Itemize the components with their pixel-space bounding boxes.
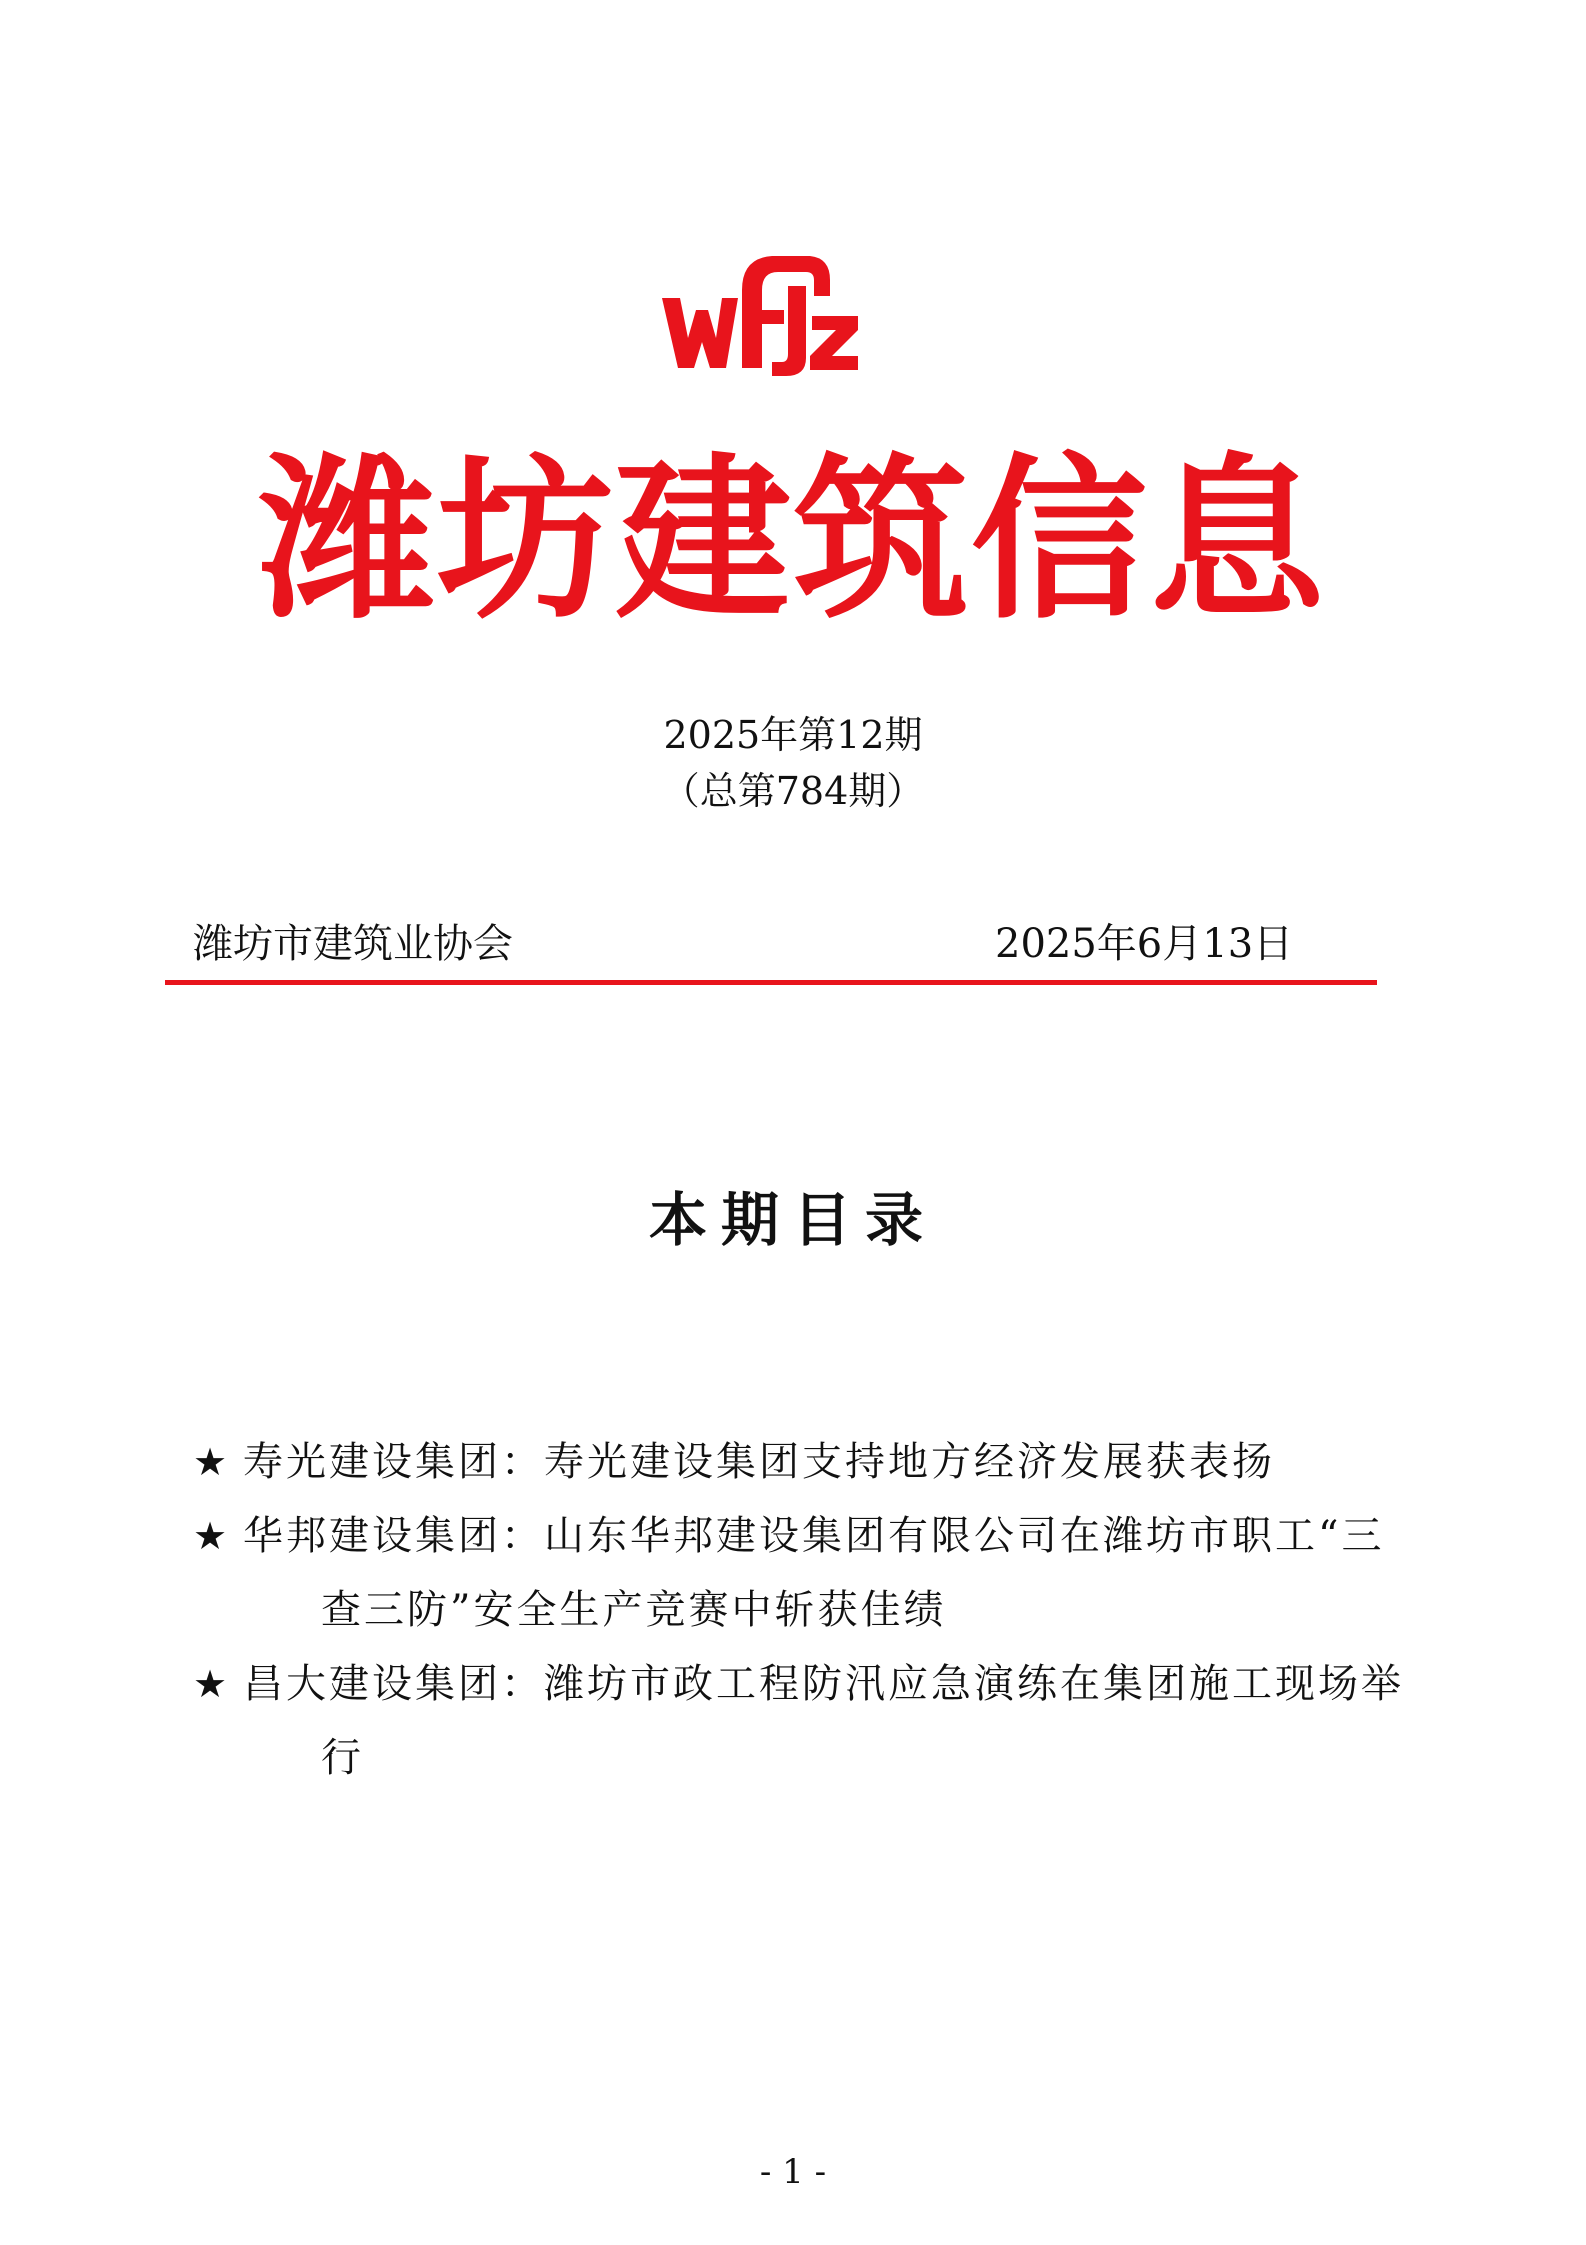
page-number: - 1 - xyxy=(759,2152,827,2192)
toc-item xyxy=(193,1425,1413,1499)
publisher-name: 潍坊市建筑业协会 xyxy=(193,921,513,967)
toc-title: 本期目录 xyxy=(648,1186,937,1254)
toc-list xyxy=(193,1425,1413,1795)
toc-item-text: 华邦建设集团：山东华邦建设集团有限公司在潍坊市职工“三 xyxy=(243,1513,1385,1559)
toc-item xyxy=(193,1647,1413,1795)
toc-item-line xyxy=(193,1647,1413,1721)
star-icon: ★ xyxy=(193,1662,231,1706)
toc-item-continuation: 查三防”安全生产竞赛中斩获佳绩 xyxy=(321,1587,947,1633)
publication-date: 2025年6月13日 xyxy=(995,921,1294,967)
star-icon: ★ xyxy=(193,1514,231,1558)
star-icon: ★ xyxy=(193,1440,231,1484)
masthead-title: 潍坊建筑信息 xyxy=(258,436,1327,643)
header-divider xyxy=(165,980,1377,985)
wfjz-logo-icon xyxy=(660,250,860,380)
toc-item-continuation: 行 xyxy=(321,1735,364,1781)
toc-item-line xyxy=(193,1425,1413,1499)
toc-item-text: 寿光建设集团：寿光建设集团支持地方经济发展获表扬 xyxy=(243,1439,1275,1485)
issue-total: （总第784期） xyxy=(661,769,925,813)
toc-item xyxy=(193,1499,1413,1647)
toc-item-line xyxy=(193,1499,1413,1573)
toc-item-text: 昌大建设集团：潍坊市政工程防汛应急演练在集团施工现场举 xyxy=(243,1661,1404,1707)
issue-number: 2025年第12期 xyxy=(663,713,923,757)
